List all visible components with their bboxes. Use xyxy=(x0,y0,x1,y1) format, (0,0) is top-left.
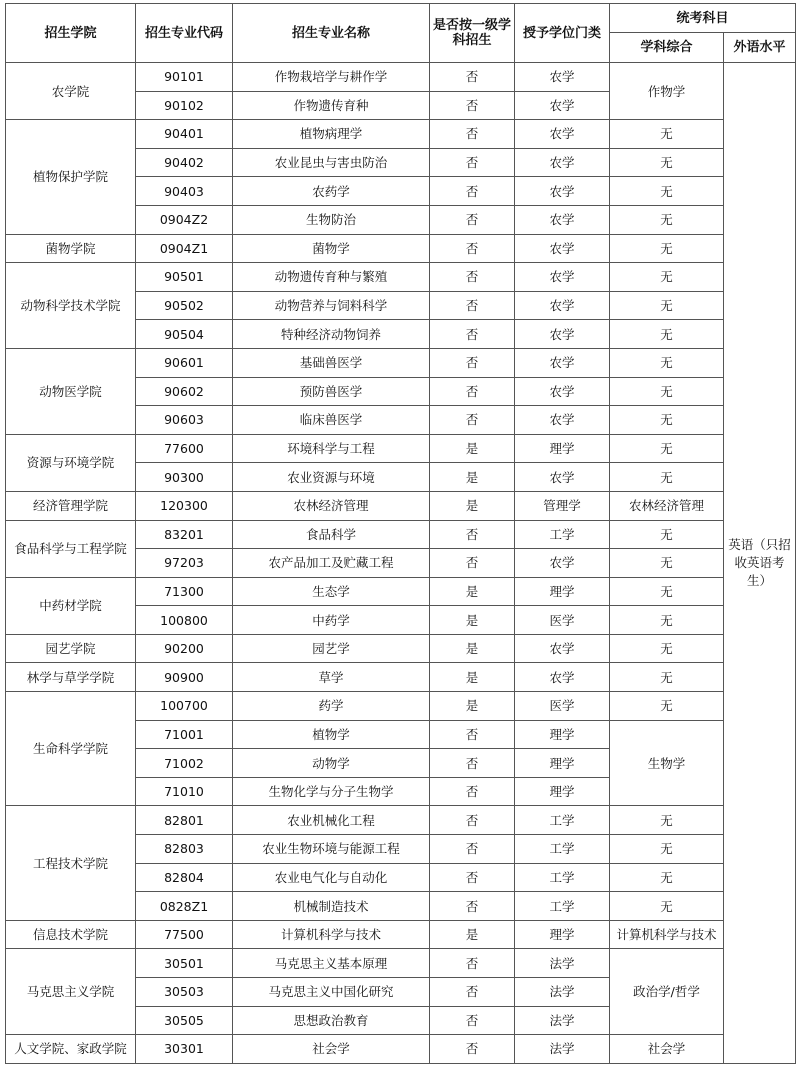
code-cell: 90603 xyxy=(136,406,233,435)
first-level-cell: 否 xyxy=(430,892,515,921)
degree-cell: 医学 xyxy=(515,606,610,635)
first-level-cell: 否 xyxy=(430,120,515,149)
major-cell: 机械制造技术 xyxy=(233,892,430,921)
first-level-cell: 否 xyxy=(430,978,515,1007)
code-cell: 90900 xyxy=(136,663,233,692)
table-row xyxy=(6,63,796,92)
first-level-cell: 否 xyxy=(430,749,515,778)
degree-cell: 农学 xyxy=(515,205,610,234)
comprehensive-cell: 社会学 xyxy=(610,1035,724,1064)
comprehensive-cell: 无 xyxy=(610,520,724,549)
table-row xyxy=(6,634,796,663)
major-cell: 特种经济动物饲养 xyxy=(233,320,430,349)
code-cell: 82804 xyxy=(136,863,233,892)
college-cell: 菌物学院 xyxy=(6,234,136,263)
major-cell: 中药学 xyxy=(233,606,430,635)
code-cell: 97203 xyxy=(136,549,233,578)
code-cell: 82801 xyxy=(136,806,233,835)
first-level-cell: 否 xyxy=(430,377,515,406)
comprehensive-cell: 农林经济管理 xyxy=(610,491,724,520)
major-cell: 药学 xyxy=(233,692,430,721)
degree-cell: 农学 xyxy=(515,291,610,320)
college-cell: 园艺学院 xyxy=(6,634,136,663)
code-cell: 90300 xyxy=(136,463,233,492)
major-cell: 思想政治教育 xyxy=(233,1006,430,1035)
comprehensive-cell: 无 xyxy=(610,892,724,921)
major-cell: 动物学 xyxy=(233,749,430,778)
major-cell: 基础兽医学 xyxy=(233,348,430,377)
first-level-cell: 否 xyxy=(430,720,515,749)
degree-cell: 法学 xyxy=(515,949,610,978)
table-row xyxy=(6,120,796,149)
first-level-cell: 否 xyxy=(430,348,515,377)
degree-cell: 农学 xyxy=(515,263,610,292)
major-cell: 农业电气化与自动化 xyxy=(233,863,430,892)
header-college: 招生学院 xyxy=(6,4,136,63)
degree-cell: 工学 xyxy=(515,806,610,835)
code-cell: 100800 xyxy=(136,606,233,635)
degree-cell: 理学 xyxy=(515,749,610,778)
foreign-language-cell: 英语（只招收英语考生） xyxy=(724,63,796,1064)
degree-cell: 理学 xyxy=(515,577,610,606)
table-row xyxy=(6,577,796,606)
first-level-cell: 否 xyxy=(430,777,515,806)
college-cell: 经济管理学院 xyxy=(6,491,136,520)
first-level-cell: 否 xyxy=(430,949,515,978)
first-level-cell: 否 xyxy=(430,806,515,835)
first-level-cell: 是 xyxy=(430,434,515,463)
comprehensive-cell: 无 xyxy=(610,663,724,692)
degree-cell: 理学 xyxy=(515,720,610,749)
college-cell: 食品科学与工程学院 xyxy=(6,520,136,577)
degree-cell: 农学 xyxy=(515,634,610,663)
first-level-cell: 否 xyxy=(430,1035,515,1064)
comprehensive-cell: 无 xyxy=(610,863,724,892)
code-cell: 82803 xyxy=(136,835,233,864)
comprehensive-cell: 无 xyxy=(610,177,724,206)
table-row xyxy=(6,692,796,721)
degree-cell: 工学 xyxy=(515,520,610,549)
code-cell: 90101 xyxy=(136,63,233,92)
comprehensive-cell: 无 xyxy=(610,634,724,663)
comprehensive-cell: 无 xyxy=(610,120,724,149)
code-cell: 90102 xyxy=(136,91,233,120)
degree-cell: 工学 xyxy=(515,892,610,921)
code-cell: 90502 xyxy=(136,291,233,320)
degree-cell: 农学 xyxy=(515,234,610,263)
major-cell: 草学 xyxy=(233,663,430,692)
comprehensive-cell: 无 xyxy=(610,263,724,292)
comprehensive-cell: 无 xyxy=(610,234,724,263)
major-cell: 农业机械化工程 xyxy=(233,806,430,835)
first-level-cell: 否 xyxy=(430,835,515,864)
major-cell: 作物栽培学与耕作学 xyxy=(233,63,430,92)
degree-cell: 工学 xyxy=(515,835,610,864)
comprehensive-cell: 作物学 xyxy=(610,63,724,120)
header-subject-comprehensive: 学科综合 xyxy=(610,33,724,63)
first-level-cell: 是 xyxy=(430,692,515,721)
code-cell: 100700 xyxy=(136,692,233,721)
header-first-level: 是否按一级学科招生 xyxy=(430,4,515,63)
first-level-cell: 否 xyxy=(430,1006,515,1035)
first-level-cell: 否 xyxy=(430,406,515,435)
major-cell: 农业资源与环境 xyxy=(233,463,430,492)
degree-cell: 农学 xyxy=(515,91,610,120)
first-level-cell: 否 xyxy=(430,91,515,120)
first-level-cell: 否 xyxy=(430,177,515,206)
code-cell: 71002 xyxy=(136,749,233,778)
comprehensive-cell: 无 xyxy=(610,348,724,377)
major-cell: 马克思主义中国化研究 xyxy=(233,978,430,1007)
college-cell: 人文学院、家政学院 xyxy=(6,1035,136,1064)
degree-cell: 农学 xyxy=(515,177,610,206)
degree-cell: 理学 xyxy=(515,434,610,463)
table-row xyxy=(6,491,796,520)
major-cell: 动物遗传育种与繁殖 xyxy=(233,263,430,292)
header-code: 招生专业代码 xyxy=(136,4,233,63)
table-row xyxy=(6,234,796,263)
code-cell: 30501 xyxy=(136,949,233,978)
first-level-cell: 否 xyxy=(430,205,515,234)
comprehensive-cell: 生物学 xyxy=(610,720,724,806)
degree-cell: 农学 xyxy=(515,663,610,692)
major-cell: 生物化学与分子生物学 xyxy=(233,777,430,806)
comprehensive-cell: 无 xyxy=(610,148,724,177)
table-row xyxy=(6,949,796,978)
table-row xyxy=(6,520,796,549)
first-level-cell: 是 xyxy=(430,463,515,492)
first-level-cell: 否 xyxy=(430,234,515,263)
first-level-cell: 是 xyxy=(430,634,515,663)
comprehensive-cell: 无 xyxy=(610,577,724,606)
major-cell: 动物营养与饲料科学 xyxy=(233,291,430,320)
comprehensive-cell: 无 xyxy=(610,320,724,349)
college-cell: 植物保护学院 xyxy=(6,120,136,234)
degree-cell: 农学 xyxy=(515,348,610,377)
code-cell: 90402 xyxy=(136,148,233,177)
major-cell: 农药学 xyxy=(233,177,430,206)
header-major: 招生专业名称 xyxy=(233,4,430,63)
comprehensive-cell: 政治学/哲学 xyxy=(610,949,724,1035)
first-level-cell: 否 xyxy=(430,320,515,349)
table-row xyxy=(6,1035,796,1064)
code-cell: 30301 xyxy=(136,1035,233,1064)
first-level-cell: 否 xyxy=(430,291,515,320)
code-cell: 90601 xyxy=(136,348,233,377)
comprehensive-cell: 无 xyxy=(610,291,724,320)
comprehensive-cell: 无 xyxy=(610,205,724,234)
table-row xyxy=(6,263,796,292)
major-cell: 生物防治 xyxy=(233,205,430,234)
major-cell: 食品科学 xyxy=(233,520,430,549)
major-cell: 预防兽医学 xyxy=(233,377,430,406)
major-cell: 作物遗传育种 xyxy=(233,91,430,120)
college-cell: 生命科学学院 xyxy=(6,692,136,806)
header-degree: 授予学位门类 xyxy=(515,4,610,63)
college-cell: 动物医学院 xyxy=(6,348,136,434)
major-cell: 农业生物环境与能源工程 xyxy=(233,835,430,864)
degree-cell: 法学 xyxy=(515,1006,610,1035)
degree-cell: 法学 xyxy=(515,978,610,1007)
header-exam-subjects: 统考科目 xyxy=(610,4,796,33)
code-cell: 71300 xyxy=(136,577,233,606)
code-cell: 30503 xyxy=(136,978,233,1007)
first-level-cell: 否 xyxy=(430,863,515,892)
comprehensive-cell: 无 xyxy=(610,835,724,864)
degree-cell: 工学 xyxy=(515,863,610,892)
major-cell: 农林经济管理 xyxy=(233,491,430,520)
comprehensive-cell: 无 xyxy=(610,549,724,578)
table-row xyxy=(6,663,796,692)
college-cell: 林学与草学学院 xyxy=(6,663,136,692)
major-cell: 菌物学 xyxy=(233,234,430,263)
comprehensive-cell: 无 xyxy=(610,463,724,492)
first-level-cell: 是 xyxy=(430,606,515,635)
code-cell: 83201 xyxy=(136,520,233,549)
major-cell: 植物学 xyxy=(233,720,430,749)
code-cell: 90602 xyxy=(136,377,233,406)
first-level-cell: 否 xyxy=(430,63,515,92)
first-level-cell: 是 xyxy=(430,577,515,606)
college-cell: 马克思主义学院 xyxy=(6,949,136,1035)
degree-cell: 理学 xyxy=(515,920,610,949)
first-level-cell: 否 xyxy=(430,148,515,177)
table-row xyxy=(6,348,796,377)
code-cell: 0828Z1 xyxy=(136,892,233,921)
degree-cell: 医学 xyxy=(515,692,610,721)
code-cell: 71001 xyxy=(136,720,233,749)
major-cell: 社会学 xyxy=(233,1035,430,1064)
code-cell: 0904Z2 xyxy=(136,205,233,234)
major-cell: 计算机科学与技术 xyxy=(233,920,430,949)
degree-cell: 理学 xyxy=(515,777,610,806)
major-cell: 植物病理学 xyxy=(233,120,430,149)
first-level-cell: 否 xyxy=(430,549,515,578)
major-cell: 环境科学与工程 xyxy=(233,434,430,463)
code-cell: 90403 xyxy=(136,177,233,206)
comprehensive-cell: 无 xyxy=(610,806,724,835)
degree-cell: 农学 xyxy=(515,377,610,406)
major-cell: 马克思主义基本原理 xyxy=(233,949,430,978)
degree-cell: 法学 xyxy=(515,1035,610,1064)
degree-cell: 农学 xyxy=(515,406,610,435)
college-cell: 工程技术学院 xyxy=(6,806,136,920)
major-cell: 生态学 xyxy=(233,577,430,606)
comprehensive-cell: 无 xyxy=(610,406,724,435)
degree-cell: 管理学 xyxy=(515,491,610,520)
major-cell: 临床兽医学 xyxy=(233,406,430,435)
first-level-cell: 是 xyxy=(430,491,515,520)
table-row xyxy=(6,920,796,949)
first-level-cell: 是 xyxy=(430,663,515,692)
table-row xyxy=(6,434,796,463)
code-cell: 71010 xyxy=(136,777,233,806)
code-cell: 30505 xyxy=(136,1006,233,1035)
code-cell: 90504 xyxy=(136,320,233,349)
first-level-cell: 是 xyxy=(430,920,515,949)
first-level-cell: 否 xyxy=(430,520,515,549)
degree-cell: 农学 xyxy=(515,148,610,177)
comprehensive-cell: 无 xyxy=(610,377,724,406)
comprehensive-cell: 计算机科学与技术 xyxy=(610,920,724,949)
college-cell: 动物科学技术学院 xyxy=(6,263,136,349)
college-cell: 农学院 xyxy=(6,63,136,120)
degree-cell: 农学 xyxy=(515,463,610,492)
comprehensive-cell: 无 xyxy=(610,692,724,721)
degree-cell: 农学 xyxy=(515,120,610,149)
degree-cell: 农学 xyxy=(515,549,610,578)
code-cell: 90501 xyxy=(136,263,233,292)
college-cell: 资源与环境学院 xyxy=(6,434,136,491)
code-cell: 0904Z1 xyxy=(136,234,233,263)
major-cell: 农产品加工及贮藏工程 xyxy=(233,549,430,578)
admissions-table xyxy=(5,3,796,1064)
table-body xyxy=(6,63,796,1064)
comprehensive-cell: 无 xyxy=(610,434,724,463)
comprehensive-cell: 无 xyxy=(610,606,724,635)
code-cell: 77500 xyxy=(136,920,233,949)
college-cell: 中药材学院 xyxy=(6,577,136,634)
code-cell: 90401 xyxy=(136,120,233,149)
major-cell: 农业昆虫与害虫防治 xyxy=(233,148,430,177)
table-row xyxy=(6,806,796,835)
first-level-cell: 否 xyxy=(430,263,515,292)
degree-cell: 农学 xyxy=(515,63,610,92)
code-cell: 120300 xyxy=(136,491,233,520)
degree-cell: 农学 xyxy=(515,320,610,349)
major-cell: 园艺学 xyxy=(233,634,430,663)
header-foreign-language: 外语水平 xyxy=(724,33,796,63)
code-cell: 77600 xyxy=(136,434,233,463)
college-cell: 信息技术学院 xyxy=(6,920,136,949)
code-cell: 90200 xyxy=(136,634,233,663)
